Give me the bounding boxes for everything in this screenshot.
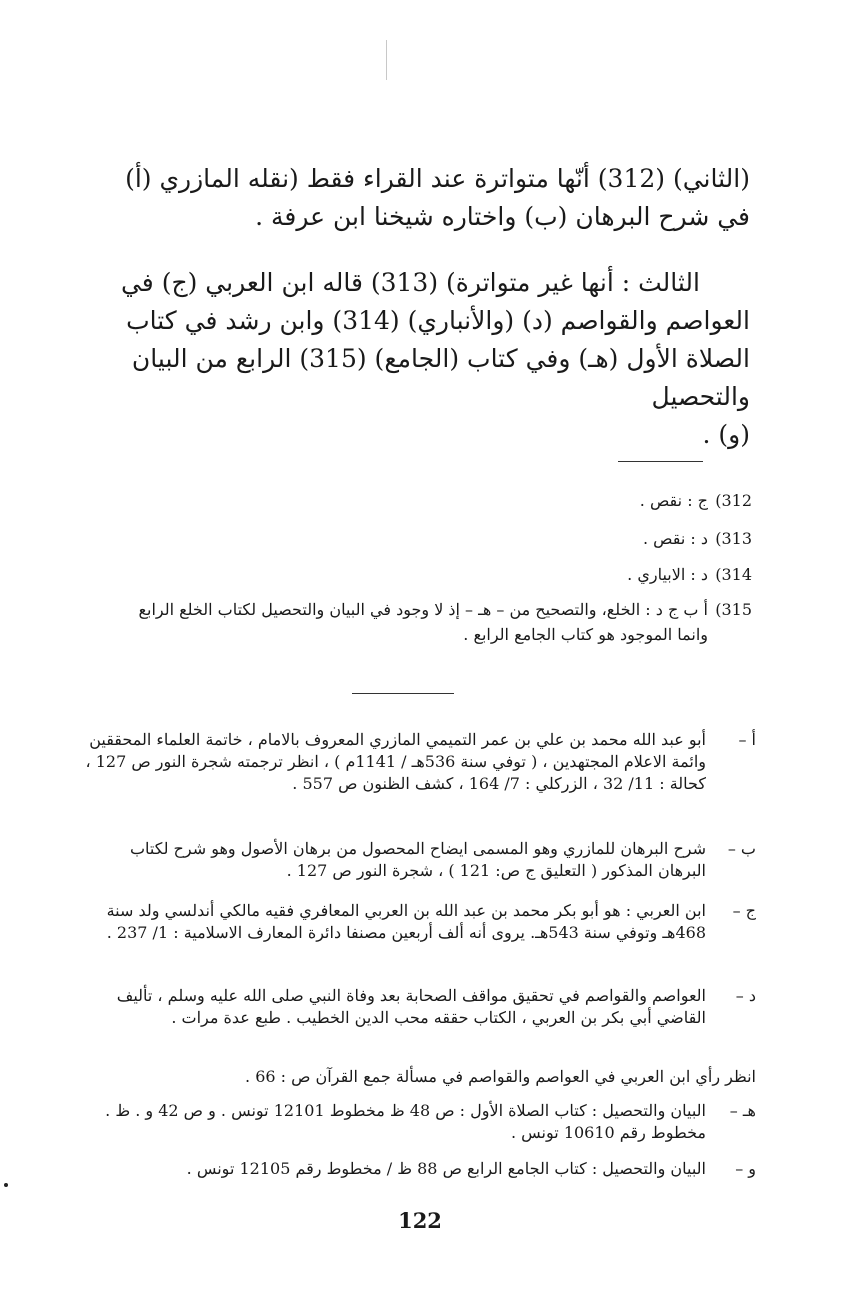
glossary-entry-ha	[80, 1100, 756, 1144]
glossary-text: ابن العربي : هو أبو بكر محمد بن عبد الله بن العربي المعافري فقيه مالكي أندلسي ولد سنة 468هـ وتوفي سنة 543هـ. يروى أنه ألف أربعين مصنفا دائرة المعارف الاسلامية : 1/ 237 .	[106, 901, 706, 942]
footnote-312	[80, 488, 752, 513]
glossary-separator	[352, 693, 454, 694]
main-line: العواصم والقواصم (د) (والأنباري) (314) وابن رشد في كتاب	[126, 306, 750, 335]
page-number: 122	[398, 1208, 442, 1233]
glossary-text: البيان والتحصيل : كتاب الصلاة الأول : ص 48 ظ مخطوط 12101 تونس . و ص 42 و . ظ . مخطوط رقم 10610 تونس .	[105, 1101, 706, 1142]
glossary-key: هـ –	[729, 1101, 756, 1120]
main-line: الثالث : أنها غير متواترة) (313) قاله ابن العربي (ج) في	[120, 268, 700, 297]
glossary-entry-jim	[80, 900, 756, 944]
glossary-text: أبو عبد الله محمد بن علي بن عمر التميمي المازري المعروف بالامام ، خاتمة العلماء المحققين وائمة الاعلام المجتهدين ، ( توفي سنة 536هـ / 1141م ) ، انظر ترجمته شجرة النور ص 127 ، كحالة : 11/ 32 ، الزركلي : 7/ 164 ، كشف الظنون ص 557 .	[85, 730, 706, 793]
footnote-number: 313)	[715, 529, 752, 548]
glossary-key: أ –	[738, 730, 756, 749]
footnote-number: 314)	[715, 565, 752, 584]
glossary-entry-waw	[80, 1158, 756, 1180]
glossary-entry-ba	[80, 838, 756, 882]
glossary-entry-alif	[80, 729, 756, 795]
footnote-text: أ ب ج د : الخلع، والتصحيح من – هـ – إذ لا وجود في البيان والتحصيل لكتاب الخلع الرابع وانما الموجود هو كتاب الجامع الرابع .	[138, 600, 708, 644]
footnote-number: 312)	[715, 491, 752, 510]
glossary-text: شرح البرهان للمازري وهو المسمى ايضاح المحصول من برهان الأصول وهو شرح لكتاب البرهان المذكور ( التعليق ج ص: 121 ) ، شجرة النور ص 127 .	[129, 839, 706, 880]
glossary-dal-reference: انظر رأي ابن العربي في العواصم والقواصم في مسألة جمع القرآن ص : 66 .	[245, 1067, 756, 1086]
main-line: (و) .	[702, 420, 750, 449]
main-paragraph-1	[70, 160, 750, 236]
main-line: في شرح البرهان (ب) واختاره شيخنا ابن عرفة .	[255, 202, 750, 231]
footnote-315	[80, 597, 752, 647]
glossary-text: العواصم والقواصم في تحقيق مواقف الصحابة بعد وفاة النبي صلى الله عليه وسلم ، تأليف القاضي أبي بكر بن العربي ، الكتاب حققه محب الدين الخطيب . طبع عدة مرات .	[116, 986, 706, 1027]
page-fold-mark	[386, 40, 387, 80]
footnote-text: د : نقص .	[642, 529, 708, 548]
footnote-text: ج : نقص .	[639, 491, 708, 510]
glossary-text: البيان والتحصيل : كتاب الجامع الرابع ص 88 ظ / مخطوط رقم 12105 تونس .	[186, 1159, 706, 1178]
footnote-314	[80, 562, 752, 587]
glossary-key: د –	[735, 986, 756, 1005]
main-line: الصلاة الأول (هـ) وفي كتاب (الجامع) (315) الرابع من البيان والتحصيل	[131, 344, 750, 411]
footnote-number: 315)	[715, 600, 752, 619]
glossary-key: ج –	[732, 901, 756, 920]
edge-ink-mark	[4, 1183, 8, 1187]
footnote-313	[80, 526, 752, 551]
glossary-key: و –	[735, 1159, 756, 1178]
main-line: (الثاني) (312) أنّها متواترة عند القراء فقط (نقله المازري (أ)	[125, 164, 750, 193]
glossary-key: ب –	[727, 839, 756, 858]
footnote-separator	[618, 461, 703, 462]
glossary-entry-dal	[80, 985, 756, 1029]
main-paragraph-2	[70, 264, 750, 454]
footnote-text: د : الابياري .	[627, 565, 708, 584]
